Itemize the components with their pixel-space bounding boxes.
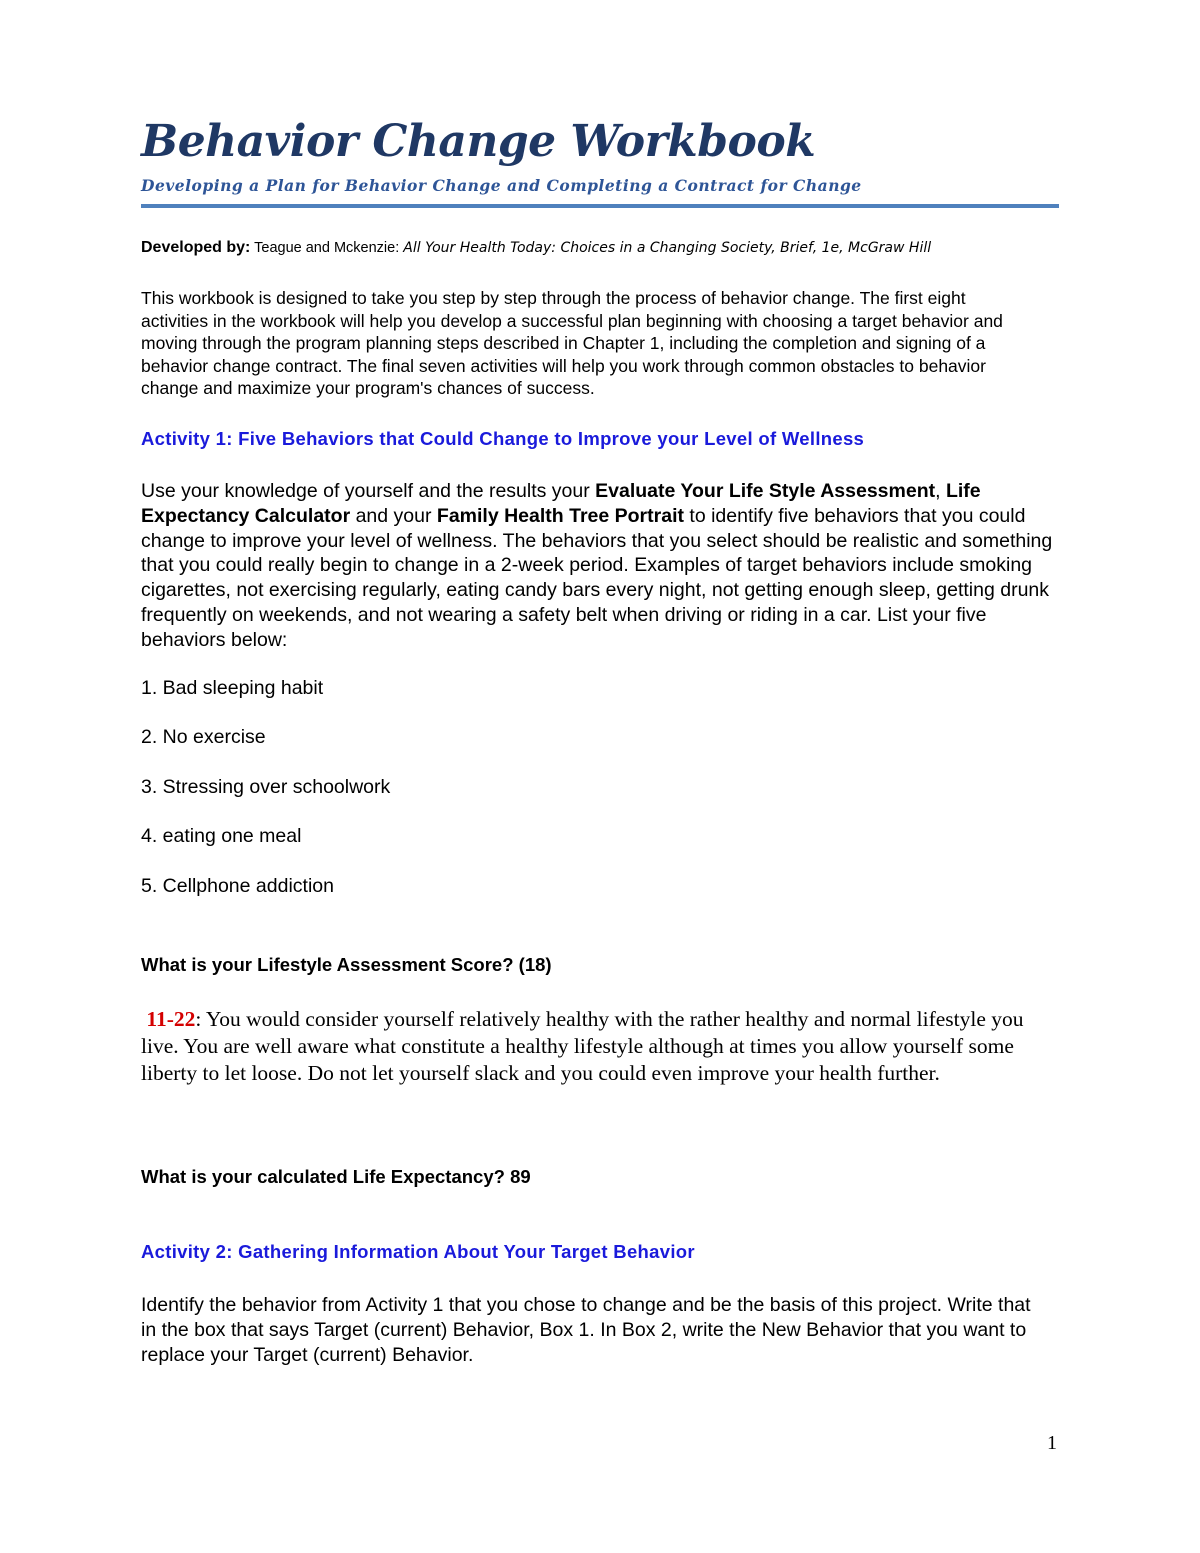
lifestyle-score-question: What is your Lifestyle Assessment Score? (18): [141, 954, 552, 975]
title-divider: [141, 204, 1059, 208]
life-expectancy-question: What is your calculated Life Expectancy? 89: [141, 1166, 531, 1187]
instruction-text: to identify five behaviors that you could change to improve your level of wellness. The behaviors that you select should be realistic and something that you could really begin to change in a 2-week period. Examples of target behaviors include smoking cigarettes, not exercising regularly, eating candy bars every night, not getting enough sleep, getting drunk frequently on weekends, and not wearing a safety belt when driving or riding in a car. List your five behaviors below:: [141, 504, 1053, 651]
activity-2-instructions: Identify the behavior from Activity 1 that you chose to change and be the basis of this project. Write that in the box that says Target (current) Behavior, Box 1. In Box 2, write the New Behavior that you want to replace your Target (current) Behavior.: [141, 1294, 1031, 1366]
lifestyle-assessment-ref: Evaluate Your Life Style Assessment: [595, 480, 936, 502]
document-subtitle: Developing a Plan for Behavior Change and Completing a Contract for Change: [141, 176, 862, 195]
family-health-tree-ref: Family Health Tree Portrait: [436, 504, 684, 527]
instruction-text: Use your knowledge of yourself and the results your: [141, 480, 596, 502]
activity-1-heading: Activity 1: Five Behaviors that Could Change to Improve your Level of Wellness: [141, 428, 865, 449]
behavior-item-1: 1. Bad sleeping habit: [141, 677, 324, 699]
activity-2-heading: Activity 2: Gathering Information About Your Target Behavior: [141, 1241, 695, 1262]
behavior-item-5: 5. Cellphone addiction: [141, 875, 334, 897]
developed-by-label: Developed by:: [141, 239, 251, 256]
score-description: : You would consider yourself relatively healthy with the rather healthy and normal lifestyle you live. You are well aware what constitute a healthy lifestyle although at times you allow yourself some liberty to let loose. Do not let yourself slack and you could even improve your health further.: [141, 1007, 1024, 1085]
instruction-text: ,: [935, 480, 946, 502]
behavior-item-4: 4. eating one meal: [141, 825, 302, 847]
page-number: 1: [1047, 1432, 1057, 1454]
behavior-item-2: 2. No exercise: [141, 726, 266, 748]
intro-paragraph: This workbook is designed to take you step by step through the process of behavior change. The first eight activities in the workbook will help you develop a successful plan beginning with choosing a target behavior and moving through the program planning steps described in Chapter 1, including the completion and signing of a behavior change contract. The final seven activities will help you work through common obstacles to behavior change and maximize your program's chances of success.: [141, 288, 1003, 398]
developed-by-line: [141, 239, 931, 257]
lifestyle-score-interpretation: [141, 1006, 1041, 1087]
instruction-text: and your: [350, 504, 437, 527]
document-title: Behavior Change Workbook: [141, 116, 816, 167]
activity-1-instructions: [141, 479, 1059, 653]
score-range: 11-22: [146, 1007, 196, 1031]
life-expectancy-calculator-ref: Life Expectancy Calculator: [141, 480, 981, 527]
behavior-item-3: 3. Stressing over schoolwork: [141, 776, 391, 798]
developed-by-authors: Teague and Mckenzie:: [254, 240, 400, 256]
developed-by-citation: All Your Health Today: Choices in a Changing Society, Brief, 1e, McGraw Hill: [403, 240, 932, 256]
